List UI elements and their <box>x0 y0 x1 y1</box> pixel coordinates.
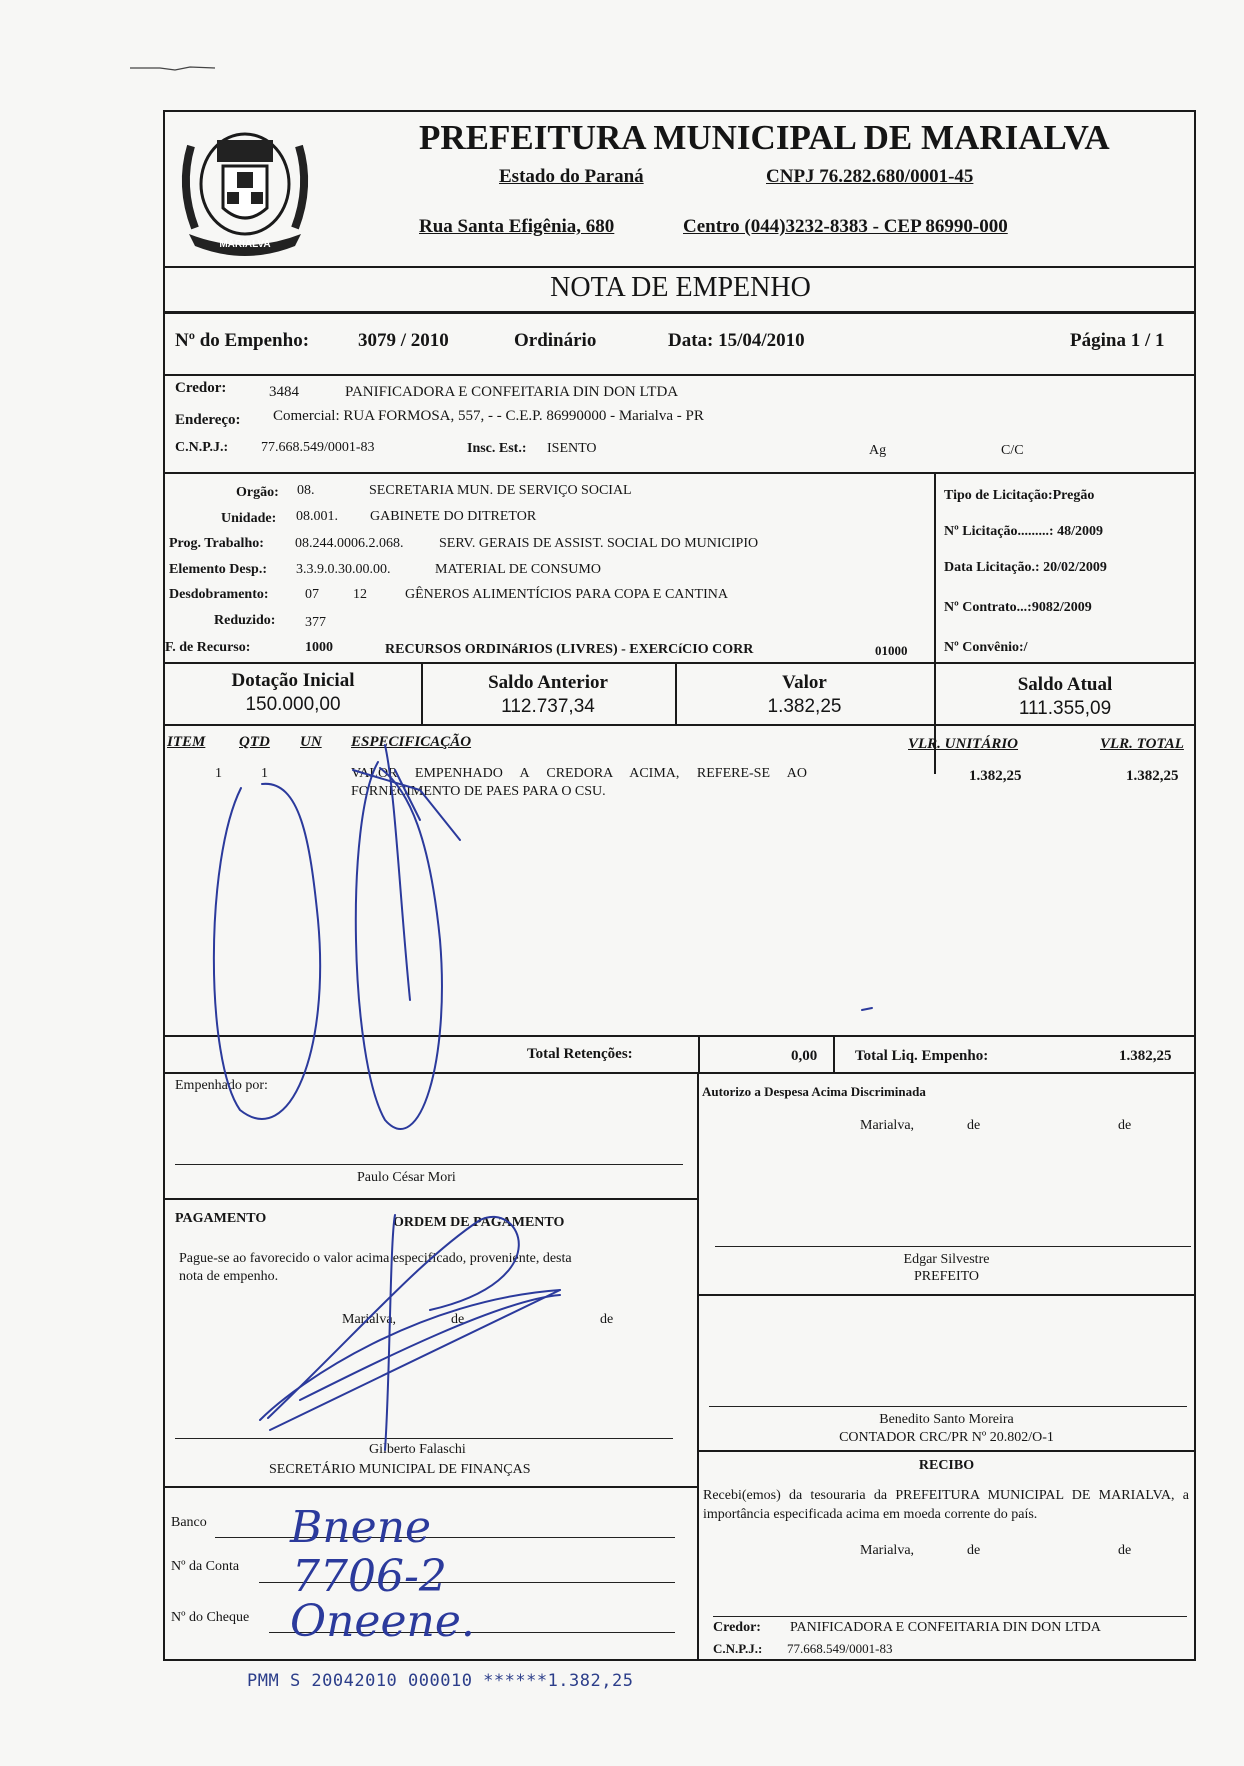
item-desc-line-1: VALOR EMPENHADO A CREDORA ACIMA, REFERE-SE AO <box>351 766 807 781</box>
col-qtd-header: QTD <box>239 734 270 750</box>
prefeito-role: PREFEITO <box>913 1269 980 1284</box>
state-text: Estado do Paraná <box>499 166 644 187</box>
address-street: Rua Santa Efigênia, 680 <box>419 216 615 237</box>
item-number: 1 <box>215 766 222 781</box>
recurso-number: 01000 <box>875 643 908 658</box>
desdobramento-name: GÊNEROS ALIMENTÍCIOS PARA COPA E CANTINA <box>405 587 728 602</box>
pagamento-title: PAGAMENTO <box>175 1211 267 1226</box>
unidade-label: Unidade: <box>221 511 277 526</box>
desdobramento-code-2: 12 <box>353 587 367 602</box>
municipal-seal-icon <box>171 116 319 264</box>
numero-convenio: Nº Convênio:/ <box>944 640 1028 655</box>
printed-stamp-line: PMM S 20042010 000010 ******1.382,25 <box>247 1671 634 1691</box>
autorizo-de-2: de <box>1118 1118 1132 1133</box>
retencoes-label: Total Retenções: <box>527 1046 633 1062</box>
autorizo-city: Marialva, <box>860 1118 915 1133</box>
pagamento-de-2: de <box>600 1312 614 1327</box>
banco-label: Banco <box>171 1515 207 1530</box>
recibo-credor-name: PANIFICADORA E CONFEITARIA DIN DON LTDA <box>790 1620 1101 1635</box>
insc-label: Insc. Est.: <box>467 441 527 456</box>
empenhado-por-label: Empenhado por: <box>175 1078 268 1093</box>
desdobramento-code-1: 07 <box>305 587 319 602</box>
document-title: NOTA DE EMPENHO <box>550 272 811 303</box>
dotacao-label: Dotação Inicial <box>231 670 355 691</box>
pagamento-de-1: de <box>451 1312 465 1327</box>
empenho-date: Data: 15/04/2010 <box>668 330 805 351</box>
ordem-pagamento-title: ORDEM DE PAGAMENTO <box>393 1215 565 1230</box>
pagamento-signer: Gilberto Falaschi <box>369 1442 466 1457</box>
recurso-code: 1000 <box>305 640 333 655</box>
credor-label: Credor: <box>175 380 227 396</box>
credor-code: 3484 <box>269 384 299 400</box>
orgao-label: Orgão: <box>236 485 279 500</box>
insc-value: ISENTO <box>547 441 597 456</box>
saldo-anterior-value: 112.737,34 <box>501 696 595 717</box>
saldo-atual-value: 111.355,09 <box>1018 698 1112 719</box>
empenho-label: Nº do Empenho: <box>175 330 310 351</box>
conta-corrente-label: C/C <box>1001 443 1024 458</box>
col-vlr-unitario-header: VLR. UNITÁRIO <box>908 736 1019 752</box>
elemento-name: MATERIAL DE CONSUMO <box>435 562 601 577</box>
recibo-cnpj-value: 77.668.549/0001-83 <box>787 1641 893 1656</box>
data-licitacao: Data Licitação.: 20/02/2009 <box>944 560 1107 575</box>
recibo-city: Marialva, <box>860 1543 915 1558</box>
item-vlr-unitario: 1.382,25 <box>969 768 1022 784</box>
prog-name: SERV. GERAIS DE ASSIST. SOCIAL DO MUNICIPIO <box>439 536 759 551</box>
retencoes-value: 0,00 <box>791 1048 818 1064</box>
tipo-licitacao: Tipo de Licitação:Pregão <box>944 488 1095 503</box>
dotacao-value: 150.000,00 <box>245 694 341 715</box>
endereco-value: Comercial: RUA FORMOSA, 557, - - C.E.P. 86990000 - Marialva - PR <box>273 408 704 424</box>
prog-label: Prog. Trabalho: <box>169 536 264 551</box>
recibo-text: Recebi(emos) da tesouraria da PREFEITURA MUNICIPAL DE MARIALVA, a importância especificada acima em moeda corrente do país. <box>703 1488 1189 1522</box>
recibo-cnpj-label: C.N.P.J.: <box>713 1641 763 1656</box>
elemento-label: Elemento Desp.: <box>169 562 267 577</box>
numero-contrato: Nº Contrato...:9082/2009 <box>944 600 1092 615</box>
col-vlr-total-header: VLR. TOTAL <box>1100 736 1184 752</box>
recurso-label: F. de Recurso: <box>165 640 251 655</box>
saldo-anterior-label: Saldo Anterior <box>488 672 608 693</box>
empenho-number: 3079 / 2010 <box>358 330 449 351</box>
valor-label: Valor <box>782 672 827 693</box>
hw-conta: 7706-2 <box>292 1551 447 1602</box>
col-espec-header: ESPECIFICAÇÃO <box>351 734 472 750</box>
recibo-de-1: de <box>967 1543 981 1558</box>
endereco-label: Endereço: <box>175 412 241 428</box>
page-number: Página 1 / 1 <box>1070 330 1165 351</box>
saldo-atual-label: Saldo Atual <box>1017 674 1113 695</box>
pagamento-text-line-2: nota de empenho. <box>179 1269 279 1284</box>
address-centro: Centro (044)3232-8383 - CEP 86990-000 <box>683 216 1008 237</box>
seal-text: MARIALVA <box>219 239 271 250</box>
recurso-name: RECURSOS ORDINáRIOS (LIVRES) - EXERCíCIO CORR <box>385 642 754 657</box>
item-desc-line-2: FORNECIMENTO DE PAES PARA O CSU. <box>351 784 606 799</box>
recibo-title: RECIBO <box>918 1458 975 1473</box>
empenhado-signer: Paulo César Mori <box>357 1170 456 1185</box>
total-liquido-value: 1.382,25 <box>1119 1048 1172 1064</box>
pen-mark <box>130 62 220 74</box>
hw-banco: Bnene <box>290 1502 432 1553</box>
reduzido-value: 377 <box>305 615 326 630</box>
credor-cnpj-label: C.N.P.J.: <box>175 440 229 455</box>
unidade-code: 08.001. <box>296 509 338 524</box>
elemento-code: 3.3.9.0.30.00.00. <box>296 562 391 577</box>
unidade-name: GABINETE DO DITRETOR <box>370 509 537 524</box>
cheque-label: Nº do Cheque <box>171 1610 250 1625</box>
recibo-credor-label: Credor: <box>713 1620 761 1635</box>
contador-role: CONTADOR CRC/PR Nº 20.802/O-1 <box>839 1430 1054 1445</box>
orgao-code: 08. <box>297 483 315 498</box>
contador-signer: Benedito Santo Moreira <box>879 1412 1014 1427</box>
orgao-name: SECRETARIA MUN. DE SERVIÇO SOCIAL <box>369 483 632 498</box>
prog-code: 08.244.0006.2.068. <box>295 536 404 551</box>
credor-cnpj-value: 77.668.549/0001-83 <box>261 440 375 455</box>
col-un-header: UN <box>300 734 322 750</box>
total-liquido-label: Total Liq. Empenho: <box>855 1048 989 1064</box>
pagamento-role: SECRETÁRIO MUNICIPAL DE FINANÇAS <box>269 1462 531 1477</box>
agencia-label: Ag <box>869 443 887 458</box>
recibo-de-2: de <box>1118 1543 1132 1558</box>
pagamento-city: Marialva, <box>342 1312 397 1327</box>
municipality-title: PREFEITURA MUNICIPAL DE MARIALVA <box>419 118 1110 157</box>
empenho-type: Ordinário <box>514 330 597 351</box>
autorizo-label: Autorizo a Despesa Acima Discriminada <box>702 1084 926 1099</box>
reduzido-label: Reduzido: <box>214 613 276 628</box>
pagamento-text-line-1: Pague-se ao favorecido o valor acima especificado, proveniente, desta <box>179 1251 572 1266</box>
nota-empenho-form <box>163 110 1196 1661</box>
item-vlr-total: 1.382,25 <box>1126 768 1179 784</box>
numero-licitacao: Nº Licitação.........: 48/2009 <box>944 524 1103 539</box>
conta-label: Nº da Conta <box>171 1559 240 1574</box>
col-item-header: ITEM <box>167 734 206 750</box>
credor-name: PANIFICADORA E CONFEITARIA DIN DON LTDA <box>345 384 679 400</box>
prefeito-signer: Edgar Silvestre <box>903 1252 990 1267</box>
desdobramento-label: Desdobramento: <box>169 587 269 602</box>
cnpj-header: CNPJ 76.282.680/0001-45 <box>766 166 974 187</box>
valor-value: 1.382,25 <box>767 696 842 717</box>
item-qtd: 1 <box>261 766 268 781</box>
autorizo-de-1: de <box>967 1118 981 1133</box>
hw-cheque: Oneene. <box>290 1596 475 1647</box>
